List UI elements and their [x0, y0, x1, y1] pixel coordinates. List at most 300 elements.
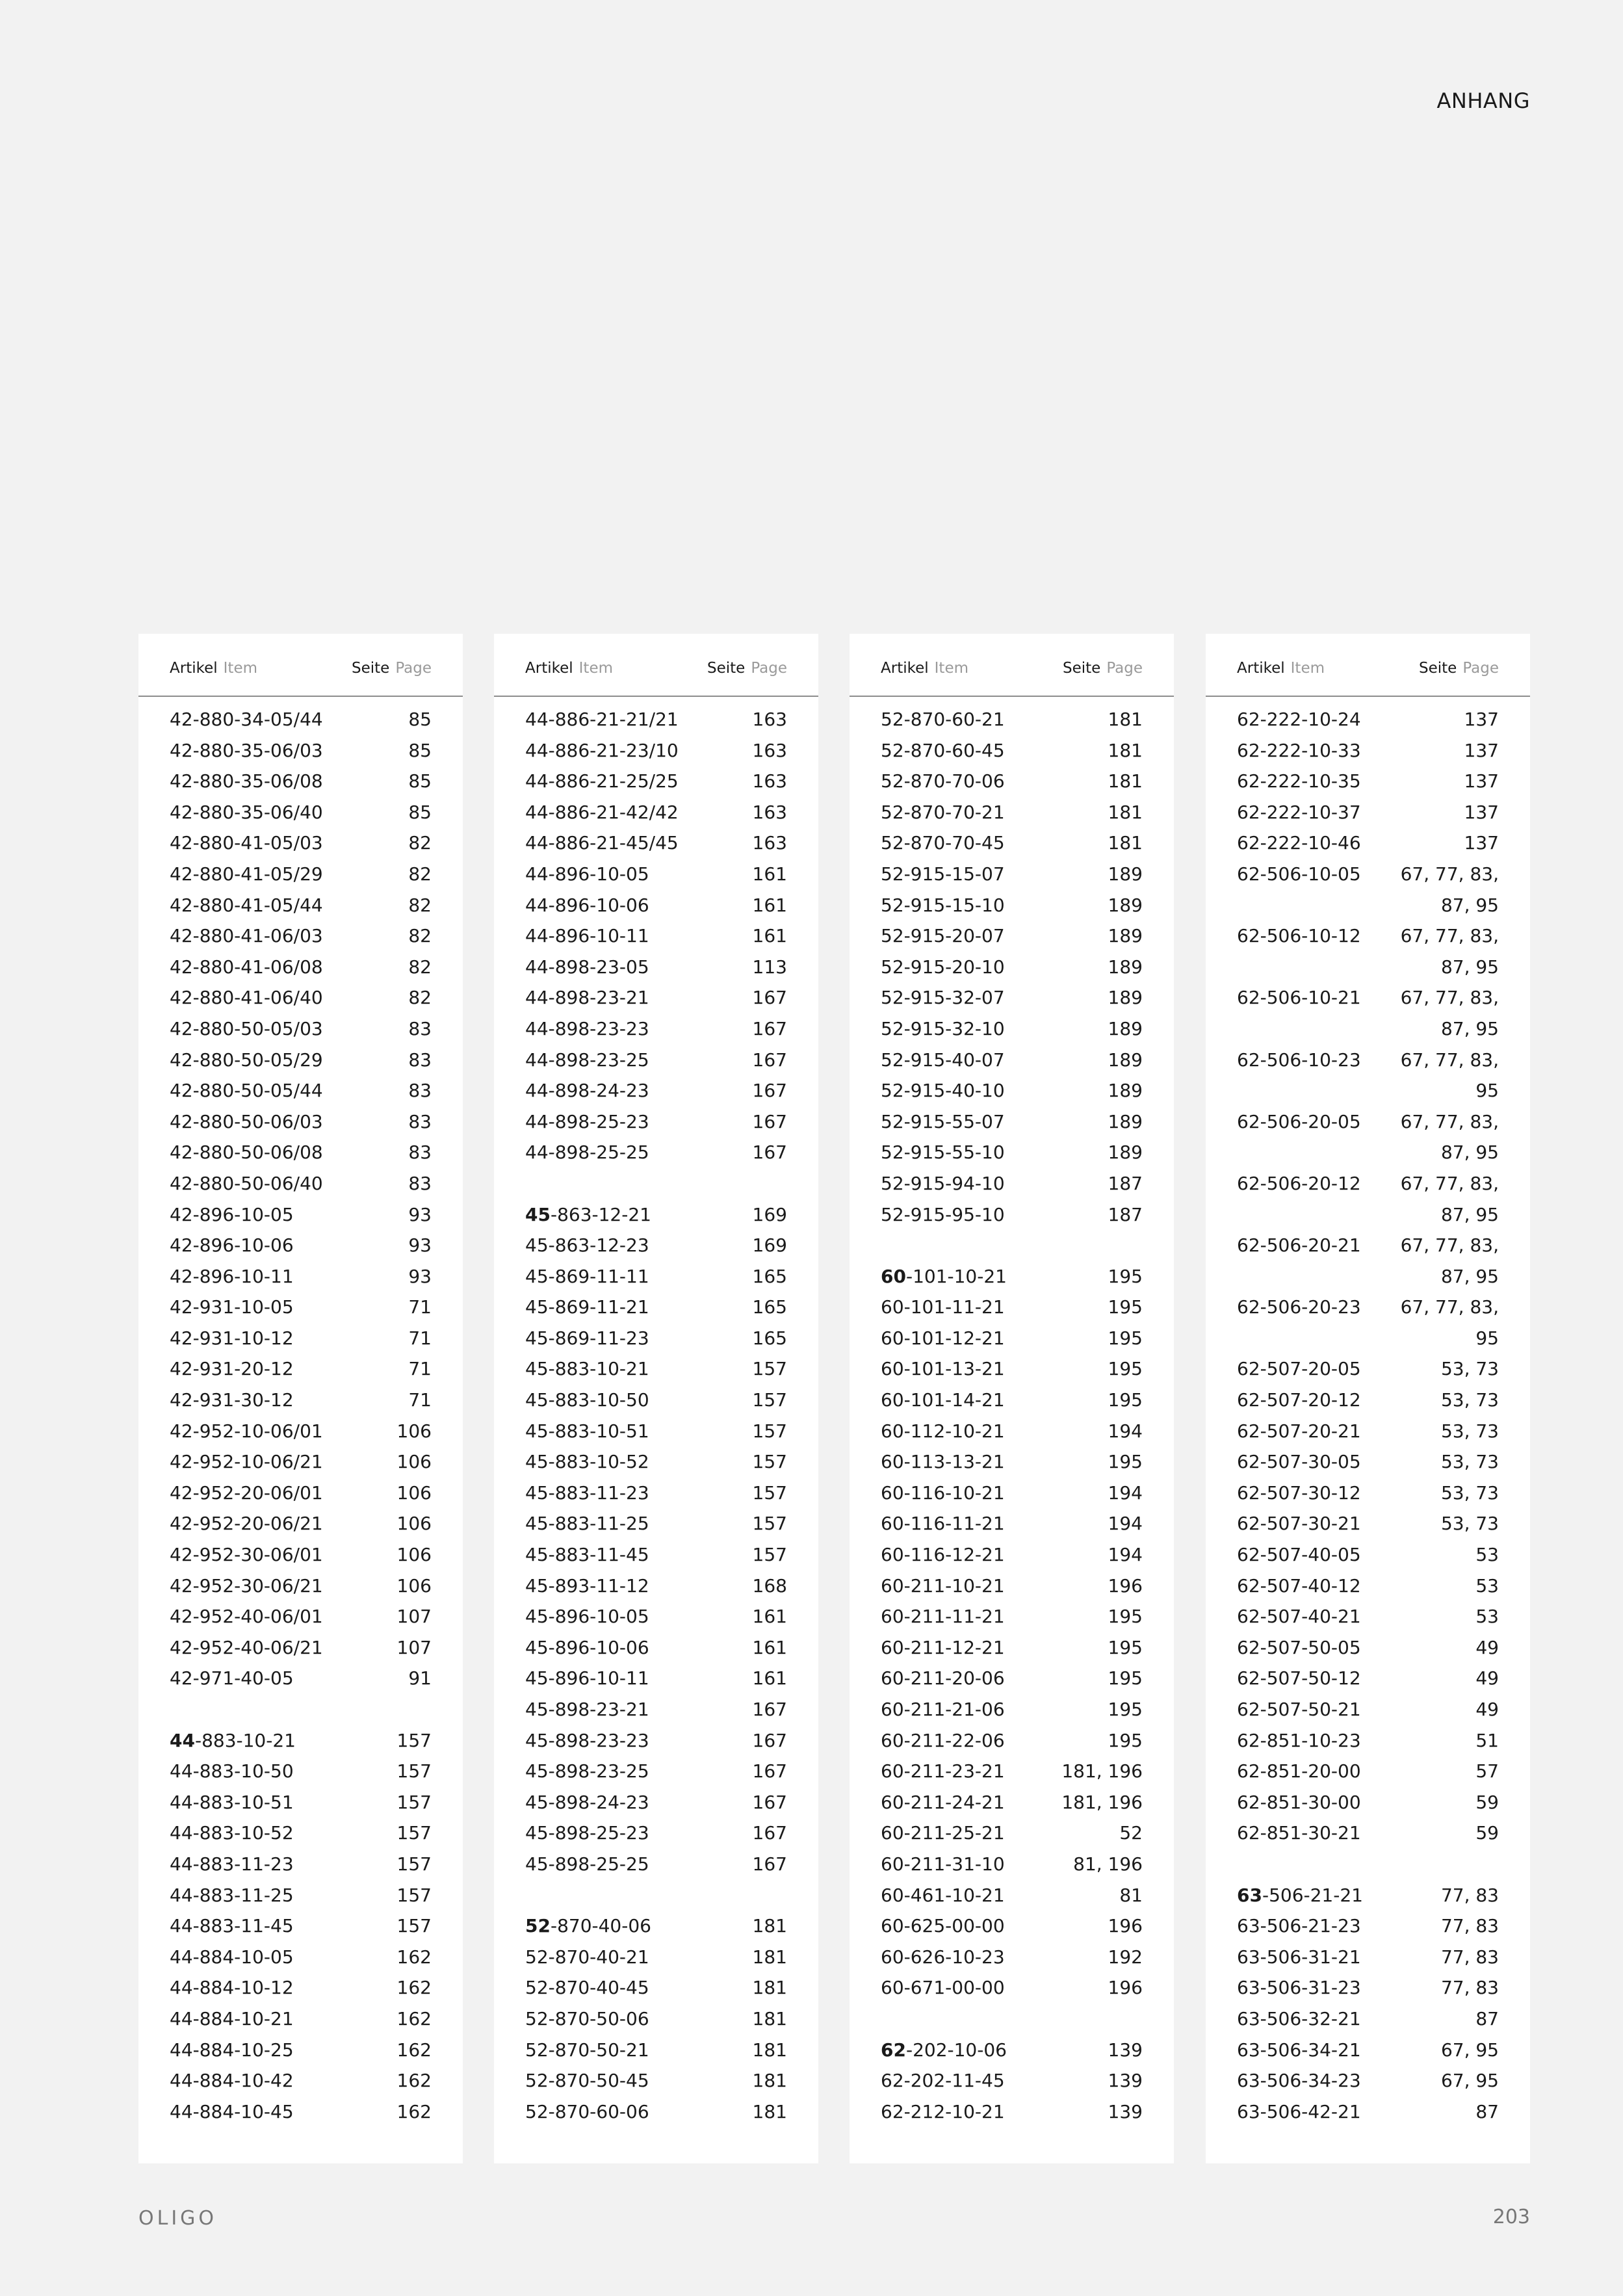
index-row	[494, 1387, 818, 1418]
page-ref: 53	[1475, 1544, 1499, 1566]
index-row	[494, 923, 818, 954]
index-row	[850, 1604, 1174, 1635]
index-row	[850, 768, 1174, 800]
page-ref: 161	[752, 894, 787, 916]
column-header	[138, 634, 463, 697]
index-row	[138, 2037, 463, 2068]
page-ref: 53	[1475, 1606, 1499, 1628]
item-number: 45-883-10-50	[525, 1389, 649, 1411]
page-ref: 87	[1475, 2100, 1499, 2122]
index-row	[138, 2068, 463, 2099]
index-row	[494, 1078, 818, 1109]
item-number: 62-506-20-05	[1237, 1110, 1361, 1132]
page-ref: 49	[1475, 1699, 1499, 1720]
index-row	[494, 1883, 818, 1914]
item-number: 45-896-10-06	[525, 1636, 649, 1658]
index-row	[850, 1016, 1174, 1047]
item-number: 45-896-10-05	[525, 1606, 649, 1628]
index-row	[1206, 1635, 1530, 1666]
index-row	[1206, 1883, 1530, 1914]
page-ref: 167	[752, 1822, 787, 1844]
item-number: 52-915-40-07	[881, 1049, 1005, 1071]
page-ref: 67, 77, 83,	[1400, 1049, 1499, 1071]
index-row	[138, 893, 463, 924]
page-ref: 93	[408, 1265, 432, 1287]
index-row	[138, 1047, 463, 1078]
item-number: 45-883-11-45	[525, 1544, 649, 1566]
index-row	[138, 1356, 463, 1387]
page-ref: 162	[396, 2039, 432, 2061]
index-row	[138, 1635, 463, 1666]
index-row	[494, 1016, 818, 1047]
index-row	[850, 1202, 1174, 1233]
page-ref: 67, 77, 83,	[1400, 925, 1499, 947]
page-ref: 162	[396, 1977, 432, 1999]
page-ref: 169	[752, 1234, 787, 1257]
index-row	[850, 861, 1174, 893]
item-number: 60-113-13-21	[881, 1451, 1005, 1473]
item-number: 52-870-40-06	[525, 1915, 651, 1937]
page-ref: 168	[752, 1574, 787, 1597]
item-number: 62-507-50-12	[1237, 1667, 1361, 1689]
index-row	[494, 1356, 818, 1387]
index-row	[494, 1047, 818, 1078]
item-number: 42-931-10-05	[170, 1296, 294, 1318]
page-ref: 82	[408, 956, 432, 978]
index-row	[138, 1883, 463, 1914]
page-ref: 189	[1108, 1017, 1143, 1039]
section-title: ANHANG	[1436, 88, 1530, 113]
index-row	[138, 2099, 463, 2130]
page-ref: 157	[752, 1513, 787, 1535]
item-number: 62-507-40-05	[1237, 1544, 1361, 1566]
index-row	[138, 1325, 463, 1357]
page-ref: 167	[752, 1853, 787, 1875]
index-row	[494, 985, 818, 1016]
item-number: 52-915-55-07	[881, 1110, 1005, 1132]
page-ref: 49	[1475, 1667, 1499, 1689]
page-ref: 106	[396, 1481, 432, 1504]
item-number: 62-507-20-05	[1237, 1358, 1361, 1380]
page-ref: 87, 95	[1440, 1017, 1499, 1039]
page-ref: 53, 73	[1440, 1420, 1499, 1442]
item-number: 45-898-25-25	[525, 1853, 649, 1875]
index-row	[494, 1665, 818, 1697]
index-row	[138, 1913, 463, 1944]
page-ref: 85	[408, 739, 432, 761]
item-number: 42-880-34-05/44	[170, 709, 323, 730]
index-row	[1206, 1665, 1530, 1697]
page-ref: 181	[752, 2100, 787, 2122]
item-number: 62-506-10-05	[1237, 863, 1361, 885]
item-number: 44-896-10-11	[525, 925, 649, 947]
page-ref: 196	[1108, 1574, 1143, 1597]
index-row	[138, 768, 463, 800]
index-row	[850, 707, 1174, 738]
index-row	[1206, 738, 1530, 769]
index-row	[850, 1387, 1174, 1418]
item-number: 60-211-10-21	[881, 1574, 1005, 1597]
index-row	[138, 1728, 463, 1759]
index-row	[494, 1233, 818, 1264]
index-row	[494, 2037, 818, 2068]
page-ref: 161	[752, 863, 787, 885]
header-item-de: Artikel	[525, 660, 573, 677]
page-ref: 195	[1108, 1451, 1143, 1473]
page-ref: 165	[752, 1265, 787, 1287]
page-ref: 85	[408, 709, 432, 730]
item-number: 42-880-41-05/29	[170, 863, 323, 885]
item-number: 62-222-10-24	[1237, 709, 1361, 730]
page-ref: 91	[408, 1667, 432, 1689]
item-number: 62-507-20-12	[1237, 1389, 1361, 1411]
item-number: 60-101-14-21	[881, 1389, 1005, 1411]
item-number: 52-915-55-10	[881, 1141, 1005, 1164]
item-number: 42-880-50-06/08	[170, 1141, 323, 1164]
page-ref: 53, 73	[1440, 1481, 1499, 1504]
page-ref: 107	[396, 1636, 432, 1658]
index-row	[1206, 893, 1530, 924]
index-rows	[138, 707, 463, 2130]
index-row	[494, 1697, 818, 1728]
index-row	[494, 893, 818, 924]
page-ref: 194	[1108, 1420, 1143, 1442]
page-ref: 163	[752, 801, 787, 823]
item-number: 42-880-35-06/08	[170, 770, 323, 792]
item-number: 45-893-11-12	[525, 1574, 649, 1597]
page-ref: 81	[1119, 1884, 1143, 1906]
page-ref: 163	[752, 770, 787, 792]
index-row	[138, 1758, 463, 1790]
page-ref: 194	[1108, 1513, 1143, 1535]
index-row	[138, 1975, 463, 2006]
item-number: 44-883-11-45	[170, 1915, 294, 1937]
item-number: 63-506-21-23	[1237, 1915, 1361, 1937]
item-number: 42-880-50-06/03	[170, 1110, 323, 1132]
item-number: 45-898-23-25	[525, 1760, 649, 1782]
index-row	[138, 1480, 463, 1511]
index-row	[1206, 1790, 1530, 1821]
index-row	[494, 830, 818, 861]
item-number: 63-506-21-21	[1237, 1884, 1363, 1906]
item-number: 45-896-10-11	[525, 1667, 649, 1689]
page-ref: 181	[1108, 770, 1143, 792]
page-ref: 189	[1108, 925, 1143, 947]
page-ref: 195	[1108, 1327, 1143, 1349]
index-row	[138, 861, 463, 893]
page-ref: 181	[1108, 801, 1143, 823]
item-number: 45-898-25-23	[525, 1822, 649, 1844]
item-number: 62-506-10-23	[1237, 1049, 1361, 1071]
page-ref: 59	[1475, 1791, 1499, 1813]
index-row	[850, 1480, 1174, 1511]
item-number: 60-211-31-10	[881, 1853, 1005, 1875]
index-row	[850, 1140, 1174, 1171]
index-row	[850, 1047, 1174, 1078]
item-number: 44-886-21-42/42	[525, 801, 679, 823]
index-column-1	[138, 634, 463, 2163]
page-ref: 71	[408, 1389, 432, 1411]
page-ref: 77, 83	[1440, 1977, 1499, 1999]
page-ref: 157	[396, 1760, 432, 1782]
index-row	[494, 1449, 818, 1480]
page-ref: 137	[1464, 739, 1499, 761]
item-number: 62-851-30-00	[1237, 1791, 1361, 1813]
item-number: 44-884-10-45	[170, 2100, 294, 2122]
item-number: 52-915-20-07	[881, 925, 1005, 947]
item-number: 60-211-12-21	[881, 1636, 1005, 1658]
page-ref: 106	[396, 1574, 432, 1597]
item-number: 62-507-30-12	[1237, 1481, 1361, 1504]
index-row	[138, 1078, 463, 1109]
page-ref: 137	[1464, 770, 1499, 792]
item-number: 62-507-50-21	[1237, 1699, 1361, 1720]
item-number: 60-211-24-21	[881, 1791, 1005, 1813]
page-ref: 196	[1108, 1915, 1143, 1937]
index-row	[138, 1449, 463, 1480]
index-row	[1206, 2006, 1530, 2037]
index-row	[138, 1604, 463, 1635]
index-row	[494, 768, 818, 800]
index-row	[850, 738, 1174, 769]
index-row	[1206, 1728, 1530, 1759]
page-ref: 83	[408, 1017, 432, 1039]
item-number: 52-870-70-45	[881, 832, 1005, 854]
item-number: 45-898-23-23	[525, 1729, 649, 1751]
page-ref: 157	[396, 1822, 432, 1844]
page-ref: 137	[1464, 801, 1499, 823]
index-row	[494, 1758, 818, 1790]
page-ref: 195	[1108, 1606, 1143, 1628]
index-row	[850, 2068, 1174, 2099]
index-row	[1206, 1480, 1530, 1511]
item-number: 60-101-12-21	[881, 1327, 1005, 1349]
item-number: 42-880-50-06/40	[170, 1172, 323, 1194]
page-ref: 189	[1108, 1141, 1143, 1164]
index-row	[138, 1264, 463, 1295]
index-row	[138, 1944, 463, 1976]
page-ref: 157	[752, 1451, 787, 1473]
page-ref: 189	[1108, 1110, 1143, 1132]
index-row	[494, 1140, 818, 1171]
page-ref: 106	[396, 1544, 432, 1566]
index-row	[850, 1573, 1174, 1604]
page-ref: 162	[396, 1946, 432, 1968]
item-number: 63-506-34-21	[1237, 2039, 1361, 2061]
page-ref: 192	[1108, 1946, 1143, 1968]
item-number: 62-222-10-33	[1237, 739, 1361, 761]
brand-logo: OLIGO	[138, 2207, 218, 2230]
index-row	[138, 985, 463, 1016]
item-number: 62-507-30-21	[1237, 1513, 1361, 1535]
index-row	[850, 1264, 1174, 1295]
index-row	[1206, 1913, 1530, 1944]
item-number: 62-507-50-05	[1237, 1636, 1361, 1658]
item-number: 42-931-10-12	[170, 1327, 294, 1349]
page-ref: 82	[408, 863, 432, 885]
header-page-en: Page	[395, 660, 432, 677]
index-row	[850, 1325, 1174, 1357]
item-number: 62-506-20-21	[1237, 1234, 1361, 1257]
page-ref: 163	[752, 832, 787, 854]
item-number: 45-863-12-21	[525, 1203, 651, 1225]
index-rows	[494, 707, 818, 2130]
index-rows	[1206, 707, 1530, 2130]
index-column-4	[1206, 634, 1530, 2163]
item-number: 52-915-15-10	[881, 894, 1005, 916]
item-number: 44-884-10-21	[170, 2007, 294, 2029]
index-row	[850, 1511, 1174, 1542]
page-ref: 53, 73	[1440, 1451, 1499, 1473]
item-number: 52-870-50-06	[525, 2007, 649, 2029]
index-row	[1206, 768, 1530, 800]
item-number: 52-870-60-06	[525, 2100, 649, 2122]
page-ref: 137	[1464, 709, 1499, 730]
index-row	[494, 738, 818, 769]
page-ref: 106	[396, 1513, 432, 1535]
item-number: 62-202-11-45	[881, 2070, 1005, 2092]
index-row	[1206, 1418, 1530, 1450]
index-row	[1206, 1542, 1530, 1573]
page-ref: 162	[396, 2100, 432, 2122]
item-number: 62-851-20-00	[1237, 1760, 1361, 1782]
index-row	[494, 1851, 818, 1883]
item-number: 44-883-11-23	[170, 1853, 294, 1875]
page-ref: 189	[1108, 863, 1143, 885]
page-ref: 167	[752, 987, 787, 1009]
index-row	[138, 1820, 463, 1851]
header-page	[707, 660, 787, 677]
page-ref: 83	[408, 1141, 432, 1164]
item-number: 42-880-50-05/44	[170, 1080, 323, 1102]
index-row	[1206, 1604, 1530, 1635]
page-ref: 157	[396, 1884, 432, 1906]
index-row	[850, 2099, 1174, 2130]
index-row	[494, 2099, 818, 2130]
item-number: 42-880-41-06/40	[170, 987, 323, 1009]
page-ref: 157	[396, 1853, 432, 1875]
page-ref: 57	[1475, 1760, 1499, 1782]
page-ref: 157	[396, 1729, 432, 1751]
item-number: 45-883-10-51	[525, 1420, 649, 1442]
item-number: 52-870-60-45	[881, 739, 1005, 761]
index-row	[494, 1635, 818, 1666]
index-row	[1206, 1294, 1530, 1325]
index-row	[850, 800, 1174, 831]
index-row	[1206, 1140, 1530, 1171]
header-page-de: Seite	[707, 660, 746, 677]
item-number: 52-915-15-07	[881, 863, 1005, 885]
item-number: 42-896-10-06	[170, 1234, 294, 1257]
index-row	[850, 1109, 1174, 1140]
index-row	[1206, 1325, 1530, 1357]
item-number: 60-671-00-00	[881, 1977, 1005, 1999]
page-ref: 163	[752, 709, 787, 730]
index-row	[1206, 2068, 1530, 2099]
index-row	[138, 1171, 463, 1202]
page-ref: 93	[408, 1234, 432, 1257]
header-item	[525, 660, 613, 677]
item-number: 52-870-40-21	[525, 1946, 649, 1968]
item-number: 52-870-70-21	[881, 801, 1005, 823]
index-row	[494, 1790, 818, 1821]
page-ref: 77, 83	[1440, 1884, 1499, 1906]
item-number: 63-506-31-21	[1237, 1946, 1361, 1968]
page-ref: 181	[752, 1915, 787, 1937]
index-row	[138, 1016, 463, 1047]
item-number: 42-880-41-06/03	[170, 925, 323, 947]
index-row	[850, 1542, 1174, 1573]
page-ref: 85	[408, 801, 432, 823]
index-row	[494, 1202, 818, 1233]
page-ref: 195	[1108, 1729, 1143, 1751]
page-ref: 167	[752, 1049, 787, 1071]
index-row	[850, 954, 1174, 985]
index-row	[850, 893, 1174, 924]
index-row	[138, 738, 463, 769]
page-ref: 53, 73	[1440, 1513, 1499, 1535]
index-row	[138, 707, 463, 738]
page-ref: 161	[752, 1606, 787, 1628]
index-row	[1206, 1944, 1530, 1976]
item-number: 44-884-10-25	[170, 2039, 294, 2061]
page-ref: 195	[1108, 1699, 1143, 1720]
item-number: 42-896-10-05	[170, 1203, 294, 1225]
index-row	[1206, 830, 1530, 861]
index-row	[850, 2037, 1174, 2068]
page-ref: 181	[1108, 709, 1143, 730]
item-number: 60-101-13-21	[881, 1358, 1005, 1380]
page-ref: 67, 95	[1440, 2039, 1499, 2061]
page-ref: 195	[1108, 1296, 1143, 1318]
page-ref: 52	[1119, 1822, 1143, 1844]
column-header	[494, 634, 818, 697]
index-row	[850, 1356, 1174, 1387]
item-number: 45-883-10-21	[525, 1358, 649, 1380]
item-number: 42-952-40-06/21	[170, 1636, 323, 1658]
page-ref: 167	[752, 1141, 787, 1164]
index-row	[850, 923, 1174, 954]
item-number: 42-952-30-06/21	[170, 1574, 323, 1597]
page-ref: 85	[408, 770, 432, 792]
index-row	[138, 1697, 463, 1728]
item-number: 44-883-10-51	[170, 1791, 294, 1813]
page-ref: 161	[752, 1636, 787, 1658]
index-row	[494, 954, 818, 985]
page-ref: 165	[752, 1327, 787, 1349]
item-number: 63-506-32-21	[1237, 2007, 1361, 2029]
index-row	[850, 1728, 1174, 1759]
page-ref: 67, 77, 83,	[1400, 987, 1499, 1009]
page-ref: 67, 77, 83,	[1400, 863, 1499, 885]
page-ref: 51	[1475, 1729, 1499, 1751]
page-ref: 107	[396, 1606, 432, 1628]
item-number: 44-898-23-25	[525, 1049, 649, 1071]
page-ref: 95	[1475, 1080, 1499, 1102]
page-ref: 195	[1108, 1265, 1143, 1287]
page-ref: 157	[396, 1791, 432, 1813]
item-number: 42-952-10-06/01	[170, 1420, 323, 1442]
index-row	[138, 1573, 463, 1604]
page-ref: 53, 73	[1440, 1358, 1499, 1380]
page-ref: 137	[1464, 832, 1499, 854]
item-number: 62-506-20-12	[1237, 1172, 1361, 1194]
item-number: 62-212-10-21	[881, 2100, 1005, 2122]
index-row	[850, 1418, 1174, 1450]
item-number: 42-971-40-05	[170, 1667, 294, 1689]
item-number: 45-883-11-23	[525, 1481, 649, 1504]
index-row	[138, 1294, 463, 1325]
